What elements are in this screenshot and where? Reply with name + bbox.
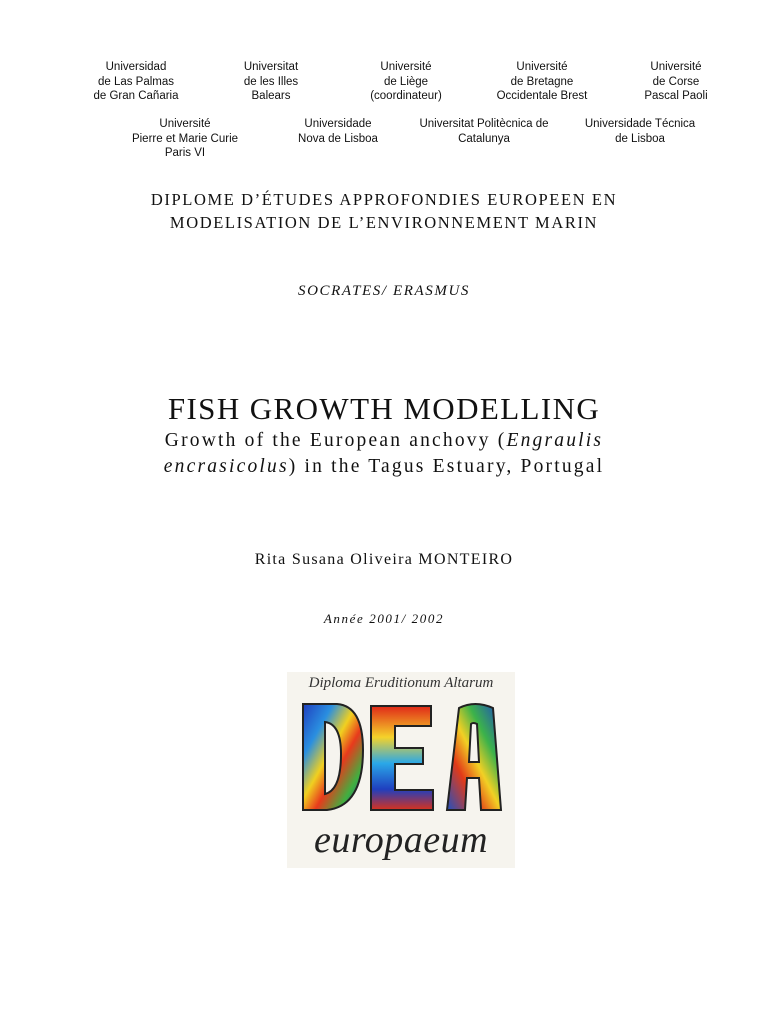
university-liege: Université de Liège (coordinateur) xyxy=(370,61,442,102)
letter-d-shape xyxy=(303,704,363,810)
diploma-heading xyxy=(0,188,768,234)
university-tecnica-lisboa: Universidade Técnica de Lisboa xyxy=(584,118,696,145)
diploma-heading-line-2: MODELISATION DE L’ENVIRONNEMENT MARIN xyxy=(169,213,599,232)
university-las-palmas: Universidad de Las Palmas de Gran Cañaria xyxy=(93,61,179,102)
logo-bottom-text: europaeum xyxy=(313,819,489,861)
logo-top-text: Diploma Eruditionum Altarum xyxy=(308,675,494,691)
document-title: FISH GROWTH MODELLING xyxy=(167,391,601,426)
species-genus: Engraulis xyxy=(506,430,604,451)
university-nova-lisboa: Universidade Nova de Lisboa xyxy=(298,118,378,145)
university-bretagne: Université de Bretagne Occidentale Brest xyxy=(496,61,588,102)
university-illes-balears: Universitat de les Illes Balears xyxy=(243,61,299,102)
author-name: Rita Susana Oliveira MONTEIRO xyxy=(254,551,514,568)
subtitle-line-1: Growth of the European anchovy (Engraulis xyxy=(164,430,604,451)
document-subtitle xyxy=(0,428,768,480)
dea-europaeum-logo xyxy=(287,672,515,868)
species-epithet: encrasicolus xyxy=(163,456,289,477)
program-name: SOCRATES/ ERASMUS xyxy=(297,283,471,299)
university-politecnica-catalunya: Universitat Politècnica de Catalunya xyxy=(419,118,549,145)
academic-year: Année 2001/ 2002 xyxy=(323,611,445,626)
subtitle-line-2: encrasicolus) in the Tagus Estuary, Portugal xyxy=(163,456,605,477)
diploma-heading-line-1: DIPLOME D’ÉTUDES APPROFONDIES EUROPEEN EN xyxy=(150,190,618,209)
university-corse: Université de Corse Pascal Paoli xyxy=(644,61,708,102)
letter-e-shape xyxy=(371,706,433,810)
letter-a-shape xyxy=(447,704,501,810)
university-pierre-marie-curie: Université Pierre et Marie Curie Paris VI xyxy=(131,118,239,159)
dea-letters-graphic xyxy=(297,698,505,816)
